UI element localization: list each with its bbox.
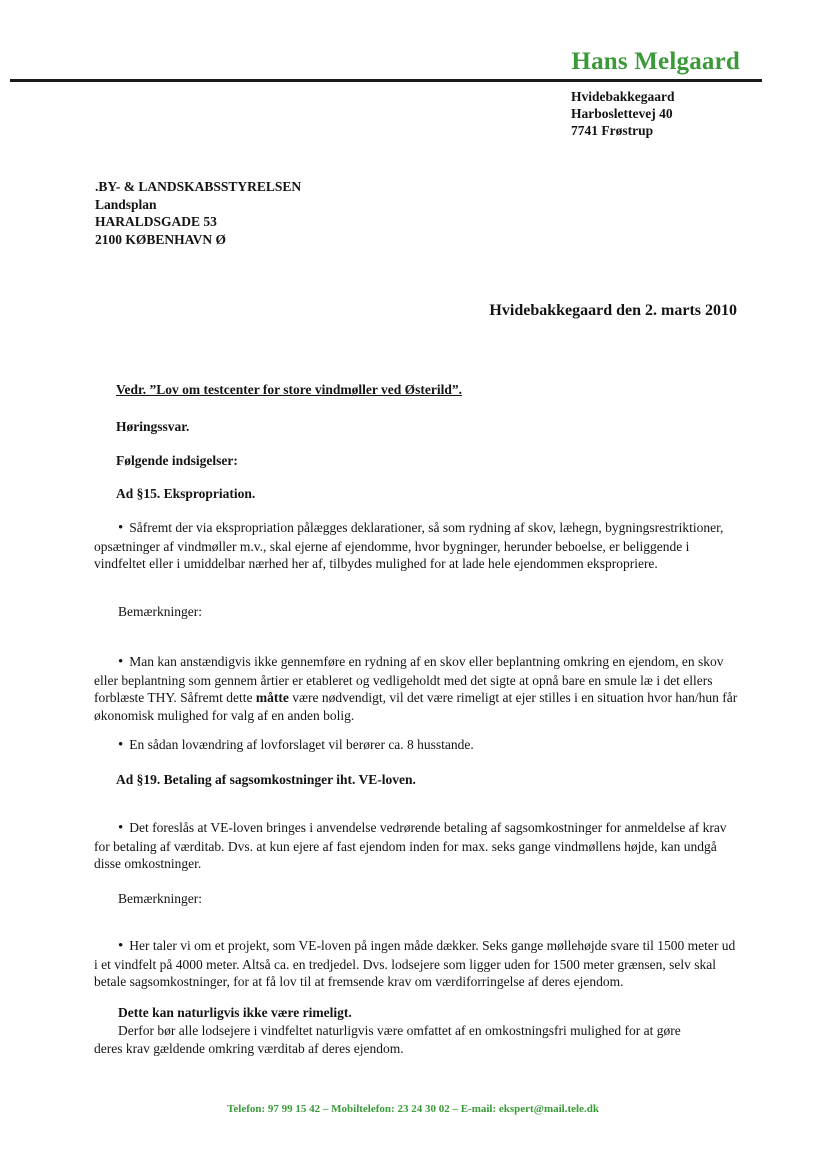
- bullet-icon: •: [118, 737, 124, 753]
- header-rule: [10, 79, 762, 82]
- bullet-icon: •: [118, 654, 124, 670]
- bold-note: Dette kan naturligvis ikke være rimeligt.: [118, 1005, 352, 1020]
- remarks-label: Bemærkninger:: [118, 604, 202, 619]
- recipient-line: HARALDSGADE 53: [95, 214, 217, 229]
- recipient-address: [95, 178, 301, 248]
- paragraph-text: deres krav gældende omkring værditab af deres ejendom.: [94, 1040, 404, 1056]
- paragraph-project: [94, 937, 740, 991]
- paragraph-forest: [94, 653, 740, 724]
- sender-address-line: Hvidebakkegaard: [571, 89, 675, 104]
- paragraph-text: Det foreslås at VE-loven bringes i anvendelse vedrørende betaling af sagsomkostninger for anmeldelse af krav for betaling af værditab. Dvs. at kun ejere af fast ejendom inden for max. seks gange vindmøllens højde, kan undgå disse omkostninger.: [94, 820, 727, 871]
- paragraph-expropriation: [94, 519, 740, 573]
- paragraph-text: Her taler vi om et projekt, som VE-loven på ingen måde dækker. Seks gange møllehøjde svare til 1500 meter ud i et vindfelt på 4000 meter. Altså ca. en tredjedel. Dvs. lodsejere som ligger uden for 1500 meter grænsen, selv skal betale sagsomkostninger, for at få lov til at fremsende krav om værdiforringelse af deres ejendom.: [94, 938, 736, 989]
- paragraph-text: Såfremt der via ekspropriation pålægges deklarationer, så som rydning af skov, læhegn, bygningsrestriktioner, opsætninger af vindmøller m.v., skal ejerne af ejendomme, hvor bygninger, herunder beboelse, er beliggende i vindfeltet eller i umiddelbar nærhed her af, tilbydes mulighed for at lade hele ejendommen ekspropriere.: [94, 520, 724, 571]
- bullet-icon: •: [118, 938, 124, 954]
- recipient-line: 2100 KØBENHAVN Ø: [95, 231, 227, 247]
- section-19-heading: Ad §19. Betaling af sagsomkostninger iht. VE-loven.: [116, 772, 416, 787]
- paragraph-text: En sådan lovændring af lovforslaget vil berører ca. 8 husstande.: [129, 737, 474, 752]
- paragraph-text: Derfor bør alle lodsejere i vindfeltet naturligvis være omfattet af en omkostningsfri mulighed for at gøre: [118, 1023, 681, 1038]
- bullet-icon: •: [118, 520, 124, 536]
- paragraph-text: være nødvendigt, vil det være rimeligt at ejer stilles i en situation hvor han/hun får økonomisk mulighed for valg af en anden bolig.: [94, 690, 738, 723]
- hearing-label: Høringssvar.: [116, 419, 190, 434]
- recipient-line: .BY- & LANDSKABSSTYRELSEN: [95, 179, 302, 194]
- emphasis-text: måtte: [255, 690, 289, 705]
- sender-address-line: 7741 Frøstrup: [571, 123, 654, 138]
- subject-line: Vedr. ”Lov om testcenter for store vindmøller ved Østerild”.: [116, 382, 462, 397]
- bullet-icon: •: [118, 820, 124, 836]
- paragraph-ve-law: [94, 819, 740, 873]
- sender-address: [571, 88, 675, 139]
- contact-footer: Telefon: 97 99 15 42 – Mobiltelefon: 23 24 30 02 – E-mail: ekspert@mail.tele.dk: [227, 1103, 599, 1115]
- letter-date: Hvidebakkegaard den 2. marts 2010: [489, 302, 737, 319]
- section-15-heading: Ad §15. Ekspropriation.: [116, 486, 256, 501]
- paragraph-conclusion: [94, 1022, 740, 1057]
- remarks-label: Bemærkninger:: [118, 891, 202, 906]
- objections-label: Følgende indsigelser:: [116, 453, 238, 468]
- paragraph-households: [94, 736, 740, 755]
- sender-name: Hans Melgaard: [571, 48, 740, 75]
- recipient-line: Landsplan: [95, 196, 157, 212]
- sender-address-line: Harboslettevej 40: [571, 106, 673, 121]
- paragraph-text: Man kan anstændigvis ikke gennemføre en rydning af en skov eller beplantning omkring en ejendom, en skov eller beplantning som gennem årtier er etableret og vedligeholdt med det sigte at opnå bare en smule læ i det ellers forblæste THY. Såfremt dette: [94, 654, 724, 705]
